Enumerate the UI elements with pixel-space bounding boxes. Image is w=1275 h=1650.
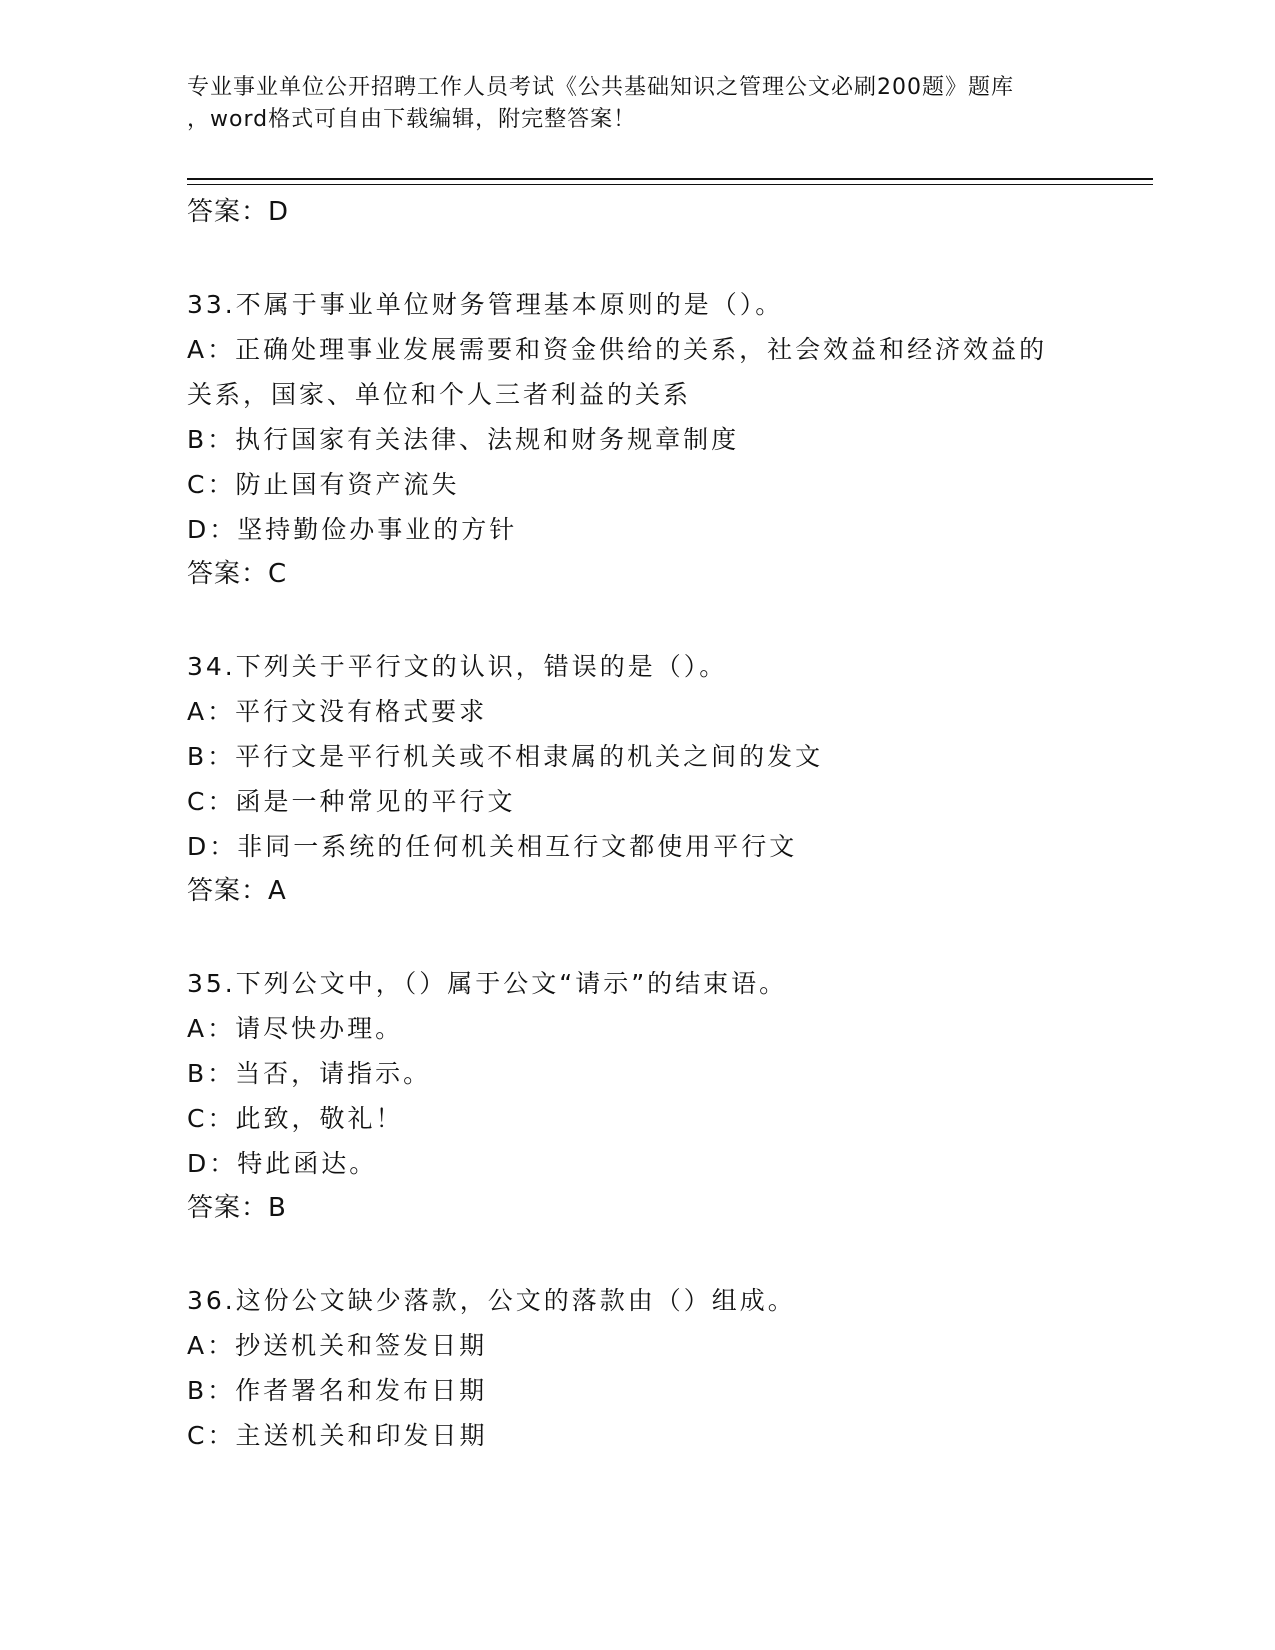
option-a: A：平行文没有格式要求: [187, 697, 488, 726]
option-c: C：防止国有资产流失: [187, 470, 460, 499]
option-a: A：请尽快办理。: [187, 1014, 404, 1043]
question-stem: 34.下列关于平行文的认识，错误的是（）。: [187, 652, 728, 681]
option-a-continued: 关系，国家、单位和个人三者利益的关系: [187, 380, 692, 409]
answer: 答案：C: [187, 559, 288, 589]
header-title-line1: 专业事业单位公开招聘工作人员考试《公共基础知识之管理公文必刷200题》题库: [187, 75, 1014, 100]
question-33: [187, 282, 1087, 597]
question-36: [187, 1278, 1087, 1458]
question-stem: 36.这份公文缺少落款，公文的落款由（）组成。: [187, 1286, 796, 1315]
option-c: C：主送机关和印发日期: [187, 1421, 488, 1450]
option-a: A：抄送机关和签发日期: [187, 1331, 488, 1360]
previous-answer: 答案：D: [187, 197, 290, 227]
answer: 答案：B: [187, 1193, 287, 1223]
document-header: [187, 72, 1107, 136]
option-b: B：作者署名和发布日期: [187, 1376, 488, 1405]
question-35: [187, 961, 1087, 1231]
option-a: A：正确处理事业发展需要和资金供给的关系，社会效益和经济效益的: [187, 335, 1048, 364]
answer: 答案：A: [187, 876, 287, 906]
option-b: B：执行国家有关法律、法规和财务规章制度: [187, 425, 740, 454]
question-34: [187, 644, 1087, 914]
header-divider-thick: [187, 178, 1153, 180]
option-d: D：坚持勤俭办事业的方针: [187, 515, 518, 544]
question-stem: 35.下列公文中，（）属于公文“请示”的结束语。: [187, 969, 788, 998]
question-stem: 33.不属于事业单位财务管理基本原则的是（）。: [187, 290, 784, 319]
header-divider-thin: [187, 184, 1153, 185]
option-c: C：函是一种常见的平行文: [187, 787, 516, 816]
option-d: D：特此函达。: [187, 1149, 378, 1178]
option-c: C：此致，敬礼！: [187, 1104, 404, 1133]
option-b: B：平行文是平行机关或不相隶属的机关之间的发文: [187, 742, 824, 771]
header-title-line2: ，word格式可自由下载编辑，附完整答案！: [187, 107, 637, 132]
question-list: [187, 190, 1087, 1458]
option-b: B：当否，请指示。: [187, 1059, 432, 1088]
option-d: D：非同一系统的任何机关相互行文都使用平行文: [187, 832, 798, 861]
